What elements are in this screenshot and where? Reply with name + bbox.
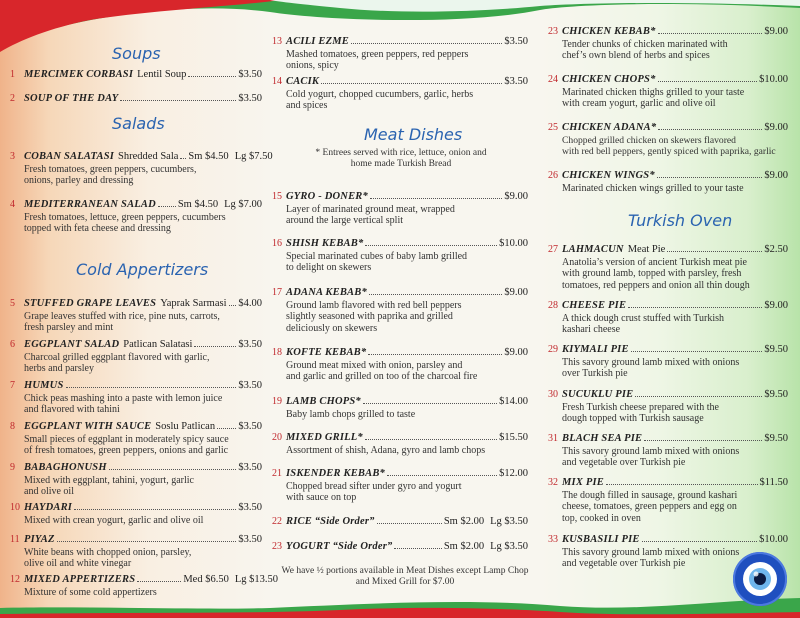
item-number: 22 [272,516,282,527]
item-name: COBAN SALATASI [24,151,115,162]
item-name: MERCIMEK CORBASI [24,69,134,80]
item-number: 10 [10,502,20,513]
menu-item [548,122,788,158]
item-number: 27 [548,244,558,255]
item-description: Mixed with eggplant, tahini, yogurt, garlic and olive oil [24,474,194,498]
item-number: 14 [272,76,282,87]
item-description: Cold yogurt, chopped cucumbers, garlic, herbs and spices [286,88,474,112]
menu-item [272,238,528,274]
item-number: 3 [10,151,15,162]
menu-item [548,300,788,336]
item-name: YOGURT “Side Order” [286,541,393,552]
item-price: $9.50 [764,344,788,355]
item-price: $3.50 [504,36,528,47]
menu-item [10,298,262,334]
item-price: $12.00 [499,468,528,479]
middle-column [270,0,540,618]
item-description: Grape leaves stuffed with rice, pine nuts, carrots, fresh parsley and mint [24,310,220,334]
item-description: Assortment of shish, Adana, gyro and lamb chops [286,444,486,456]
menu-item [272,36,528,72]
item-price: Med $6.50 [183,574,229,585]
item-number: 8 [10,421,15,432]
item-name: MIXED APPERTIZERS [24,574,136,585]
menu-item [548,244,788,292]
item-number: 9 [10,462,15,473]
item-name: SHISH KEBAB* [286,238,364,249]
menu-item [548,74,788,110]
item-price: $3.50 [238,69,262,80]
item-name: CACIK [286,76,320,87]
entrees-note: * Entrees served with rice, lettuce, onion and home made Turkish Bread [315,148,487,169]
item-price: $3.50 [504,76,528,87]
item-name: ADANA KEBAB* [286,287,367,298]
right-column [540,0,800,618]
item-price: $15.50 [499,432,528,443]
item-number: 23 [272,541,282,552]
item-price: $4.00 [238,298,262,309]
item-number: 16 [272,238,282,249]
item-price-large: Lg $7.50 [234,151,273,162]
item-price: $3.50 [238,421,262,432]
item-price: $2.50 [764,244,788,255]
item-name: LAHMACUN [562,244,624,255]
menu-item [548,389,788,425]
menu-item [10,502,262,526]
item-name: ISKENDER KEBAB* [286,468,385,479]
item-description: Chopped grilled chicken on skewers flavored with red bell peppers, gently spiced with paprika, garlic [562,134,776,158]
item-price-large: Lg $13.50 [234,574,278,585]
item-description: Mashed tomatoes, green peppers, red peppers onions, spicy [286,48,469,72]
item-number: 23 [548,26,558,37]
item-description: Baby lamb chops grilled to taste [286,408,416,420]
item-price-large: Lg $3.50 [490,541,528,552]
item-number: 26 [548,170,558,181]
item-number: 29 [548,344,558,355]
item-price: $10.00 [499,238,528,249]
item-description: Charcoal grilled eggplant flavored with garlic, herbs and parsley [24,351,210,375]
item-description: Fresh tomatoes, green peppers, cucumbers, onions, parley and dressing [24,163,197,187]
turkish-oven-title: Turkish Oven [628,211,733,230]
item-number: 30 [548,389,558,400]
item-description: Layer of marinated ground meat, wrapped around the large vertical split [286,203,455,227]
item-description: Mixture of some cold appertizers [24,586,157,598]
menu-item [10,339,262,375]
item-number: 31 [548,433,558,444]
item-price-large: Lg $3.50 [490,516,528,527]
item-description: The dough filled in sausage, ground kashari cheese, tomatoes, green peppers and egg on top, cooked in oven [562,489,738,525]
item-price: $3.50 [238,380,262,391]
item-price: $9.00 [764,170,788,181]
item-number: 17 [272,287,282,298]
item-price: $3.50 [238,502,262,513]
item-number: 1 [10,69,15,80]
item-name: MIX PIE [562,477,604,488]
item-number: 13 [272,36,282,47]
item-alt-name: Patlican Salatasi [123,339,193,350]
item-number: 21 [272,468,282,479]
item-name: MIXED GRILL* [286,432,363,443]
menu-item [10,380,262,416]
item-name: STUFFED GRAPE LEAVES [24,298,157,309]
item-name: RICE “Side Order” [286,516,375,527]
menu-item [10,574,278,598]
item-description: This savory ground lamb mixed with onions over Turkish pie [562,356,740,380]
item-name: KUSBASILI PIE [562,534,640,545]
item-name: BABAGHONUSH [24,462,107,473]
item-description: Anatolia’s version of ancient Turkish meat pie with ground lamb, topped with parsley, fresh tomatoes, red peppers and onion all thin dough [562,256,750,292]
half-portion-note: We have ½ portions available in Meat Dishes except Lamp Chop and Mixed Grill for $7.00 [281,566,529,587]
item-description: A thick dough crust stuffed with Turkish kashari cheese [562,312,725,336]
item-price: Sm $4.50 [188,151,229,162]
item-alt-name: Yaprak Sarmasi [160,298,227,309]
item-number: 25 [548,122,558,133]
item-alt-name: Meat Pie [627,244,666,255]
evil-eye-icon [732,551,788,607]
item-name: KIYMALI PIE [562,344,629,355]
menu-item [272,347,528,383]
item-number: 5 [10,298,15,309]
item-price: $9.00 [764,300,788,311]
menu-item [548,26,788,62]
menu-item [548,170,788,194]
item-name: CHEESE PIE [562,300,627,311]
item-description: Fresh tomatoes, lettuce, green peppers, cucumbers topped with feta cheese and dressing [24,211,226,235]
menu-item [272,287,528,335]
item-name: EGGPLANT SALAD [24,339,120,350]
menu-item [10,93,262,106]
item-price: $3.50 [238,339,262,350]
item-price: $10.00 [759,534,788,545]
item-description: This savory ground lamb mixed with onions and vegetable over Turkish pie [562,546,740,570]
item-number: 15 [272,191,282,202]
soups-title: Soups [112,44,161,63]
cold-appetizers-title: Cold Appertizers [76,260,209,279]
item-description: Marinated chicken wings grilled to your taste [562,182,744,194]
item-number: 2 [10,93,15,104]
menu-item [272,541,528,554]
item-description: Ground lamb flavored with red bell peppers slightly seasoned with paprika and grilled deliciously on skewers [286,299,462,335]
menu-item [272,76,528,112]
item-name: SOUP OF THE DAY [24,93,119,104]
item-number: 6 [10,339,15,350]
item-name: HAYDARI [24,502,73,513]
item-name: LAMB CHOPS* [286,396,361,407]
item-number: 18 [272,347,282,358]
item-price: $9.00 [504,287,528,298]
item-description: Mixed with crean yogurt, garlic and olive oil [24,514,204,526]
item-description: Special marinated cubes of baby lamb grilled to delight on skewers [286,250,468,274]
menu-item [10,69,262,82]
item-price-large: Lg $7.00 [224,199,262,210]
item-price: Sm $4.50 [177,199,219,210]
item-price: $10.00 [759,74,788,85]
item-name: SUCUKLU PIE [562,389,634,400]
item-price: $9.50 [764,433,788,444]
item-number: 4 [10,199,15,210]
menu-item [272,468,528,504]
item-price: $11.50 [759,477,788,488]
meat-dishes-title: Meat Dishes [364,125,463,144]
item-number: 20 [272,432,282,443]
item-number: 7 [10,380,15,391]
item-description: Chick peas mashing into a paste with lemon juice and flavored with tahini [24,392,223,416]
item-description: Fresh Turkish cheese prepared with the dough topped with Turkish sausage [562,401,719,425]
item-price: $3.50 [238,462,262,473]
item-name: HUMUS [24,380,64,391]
item-name: EGGPLANT WITH SAUCE [24,421,152,432]
item-description: This savory ground lamb mixed with onions and vegetable over Turkish pie [562,445,740,469]
item-price: $9.00 [504,191,528,202]
menu-item [272,191,528,227]
item-alt-name: Shredded Sala [118,151,179,162]
item-price: Sm $2.00 [443,541,485,552]
item-number: 19 [272,396,282,407]
item-number: 12 [10,574,20,585]
item-name: BLACH SEA PIE [562,433,643,444]
item-name: ACILI EZME [286,36,349,47]
item-number: 32 [548,477,558,488]
item-description: Chopped bread sifter under gyro and yogurt with sauce on top [286,480,462,504]
item-name: CHICKEN CHOPS* [562,74,656,85]
item-price: $9.50 [764,389,788,400]
item-number: 11 [10,534,20,545]
item-number: 24 [548,74,558,85]
item-price: $3.50 [238,534,262,545]
item-price: $9.00 [504,347,528,358]
item-price: $14.00 [499,396,528,407]
menu-item [548,433,788,469]
menu-item [548,477,788,525]
menu-item [10,462,262,498]
menu-item [272,516,528,529]
item-price: Sm $2.00 [443,516,485,527]
item-name: CHICKEN KEBAB* [562,26,656,37]
item-description: Small pieces of eggplant in moderately spicy sauce of fresh tomatoes, green peppers, onions and garlic [24,433,229,457]
item-name: CHICKEN ADANA* [562,122,657,133]
item-description: White beans with chopped onion, parsley, olive oil and white vinegar [24,546,192,570]
menu-item [10,534,262,570]
item-name: GYRO - DONER* [286,191,368,202]
item-name: PIYAZ [24,534,55,545]
menu-item [10,151,273,187]
menu-item [272,396,528,420]
item-number: 33 [548,534,558,545]
item-price: $9.00 [764,26,788,37]
item-name: CHICKEN WINGS* [562,170,655,181]
item-description: Tender chunks of chicken marinated with chef’s own blend of herbs and spices [562,38,728,62]
item-name: MEDITERRANEAN SALAD [24,199,156,210]
item-name: KOFTE KEBAB* [286,347,367,358]
menu-item [10,199,262,235]
menu-item [548,344,788,380]
item-price: $3.50 [238,93,262,104]
item-alt-name: Lentil Soup [137,69,187,80]
item-price: $9.00 [764,122,788,133]
item-number: 28 [548,300,558,311]
menu-item [272,432,528,456]
item-description: Marinated chicken thighs grilled to your taste with cream yogurt, garlic and olive oil [562,86,745,110]
item-description: Ground meat mixed with onion, parsley and and garlic and grilled on too of the charcoal fire [286,359,478,383]
menu-item [10,421,262,457]
item-alt-name: Soslu Patlican [155,421,216,432]
salads-title: Salads [112,114,165,133]
